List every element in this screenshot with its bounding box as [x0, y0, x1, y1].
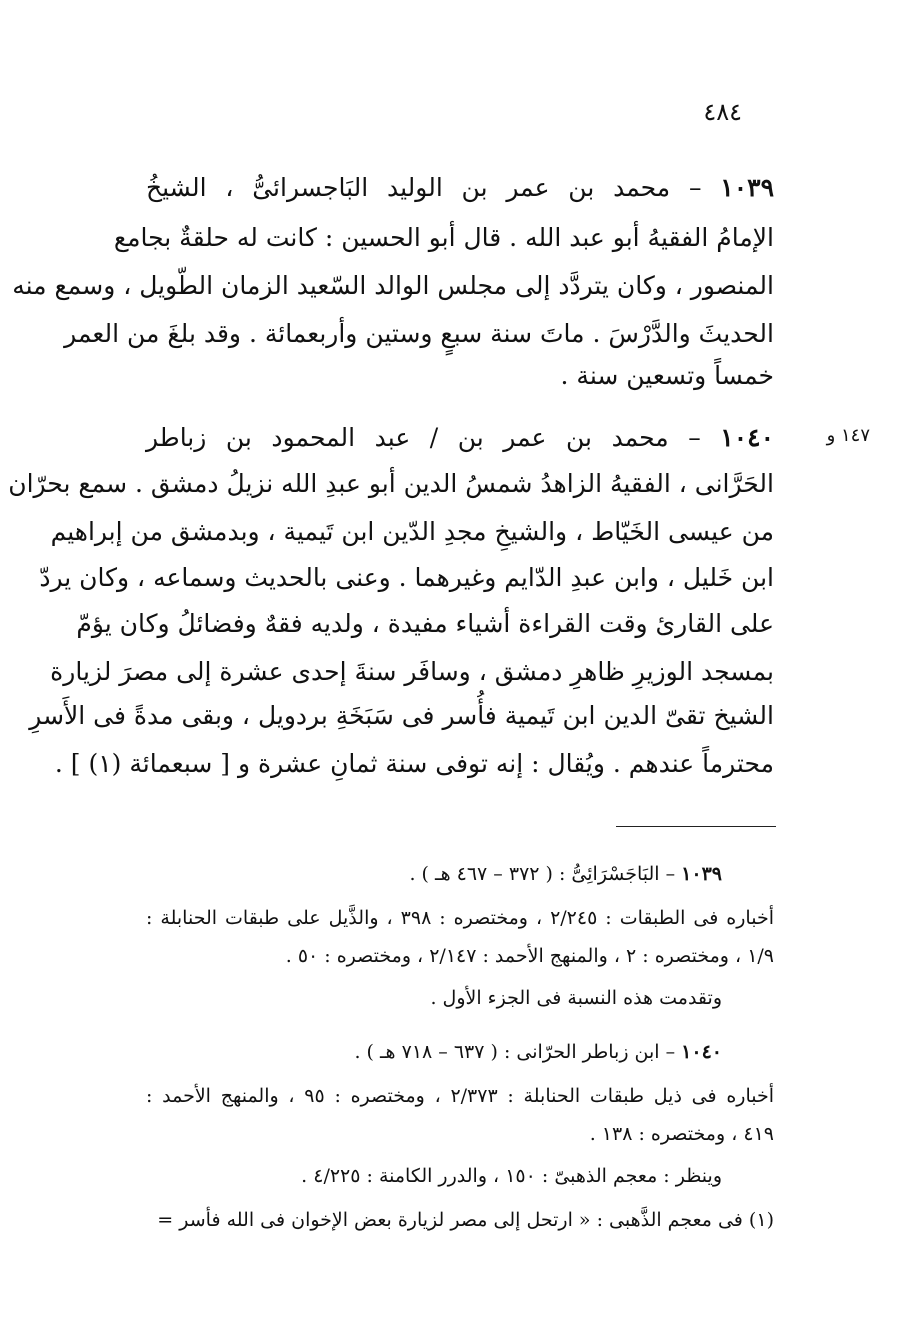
entry-line: خمساً وتسعين سنة .	[560, 361, 774, 390]
entry-line: ابن خَليل ، وابن عبدِ الدّايم وغيرهما . وعنى بالحديث وسماعه ، وكان يردّ	[39, 563, 774, 592]
entry-line: المنصور ، وكان يتردَّد إلى مجلس الوالد السّعيد الزمان الطّويل ، وسمع منه	[12, 271, 774, 300]
footnote-line: أخباره فى الطبقات : ٢/٢٤٥ ، ومختصره : ٣٩٨ ، والذَّيل على طبقات الحنابلة :	[146, 907, 774, 929]
footnote-line: ١/٩ ، ومختصره : ٢ ، والمنهج الأحمد : ٢/١٤٧ ، ومختصره : ٥٠ .	[285, 945, 774, 967]
entry-line: محترماً عندهم . ويُقال : إنه توفى سنة ثمانِ عشرة و [ سبعمائة (١) ] .	[54, 749, 774, 778]
entry-number: ١٠٣٩	[720, 173, 774, 202]
footnote-number: ١٠٤٠	[681, 1041, 722, 1063]
footnote-separator	[616, 826, 776, 827]
footnote-note-1: (١) فى معجم الذَّهبى : « ارتحل إلى مصر لزيارة بعض الإخوان فى الله فأسر =	[157, 1209, 774, 1231]
entry-line: ١٠٤٠ – محمد بن عمر بن / عبد المحمود بن زباطر	[146, 423, 774, 452]
footnote-number: ١٠٣٩	[681, 863, 722, 885]
footnote-heading: ١٠٤٠ – ابن زباطر الحرّانى : ( ٦٣٧ – ٧١٨ هـ ) .	[354, 1041, 722, 1063]
footnote-line: أخباره فى ذيل طبقات الحنابلة : ٢/٣٧٣ ، ومختصره : ٩٥ ، والمنهج الأحمد :	[146, 1085, 774, 1107]
page-number: ٤٨٤	[703, 98, 742, 126]
footnote-line: وينظر : معجم الذهبىّ : ١٥٠ ، والدرر الكامنة : ٤/٢٢٥ .	[301, 1165, 722, 1187]
entry-line: من عيسى الخَيّاط ، والشيخِ مجدِ الدّين ابن تَيمية ، وبدمشق من إبراهيم	[50, 517, 774, 546]
entry-line: ١٠٣٩ – محمد بن عمر بن الوليد البَاجسرائىُّ ، الشيخُ	[146, 173, 774, 202]
footnote-line: وتقدمت هذه النسبة فى الجزء الأول .	[430, 987, 722, 1009]
entry-line: الإمامُ الفقيهُ أبو عبد الله . قال أبو الحسين : كانت له حلقةٌ بجامع	[113, 223, 774, 252]
entry-number: ١٠٤٠	[720, 423, 774, 452]
entry-line: على القارئ وقت القراءة أشياء مفيدة ، ولديه فقهٌ وفضائلُ وكان يؤمّ	[76, 609, 774, 638]
footnote-line: ٤١٩ ، ومختصره : ١٣٨ .	[589, 1123, 774, 1145]
entry-line: بمسجد الوزيرِ ظاهرِ دمشق ، وسافَر سنةَ إحدى عشرة إلى مصرَ لزيارة	[50, 657, 774, 686]
entry-line: الحديثَ والدَّرْسَ . ماتَ سنة سبعٍ وستين وأربعمائة . وقد بلغَ من العمر	[64, 319, 774, 348]
entry-line: الحَرَّانى ، الفقيهُ الزاهدُ شمسُ الدين أبو عبدِ الله نزيلُ دمشق . سمع بحرّان	[8, 469, 774, 498]
entry-line: الشيخ تقىّ الدين ابن تَيمية فأُسر فى سَبَخَةِ بردويل ، وبقى مدةً فى الأَسرِ	[29, 701, 774, 730]
footnote-heading: ١٠٣٩ – البَاجَسْرَائِىُّ : ( ٣٧٢ – ٤٦٧ هـ ) .	[409, 863, 722, 885]
manuscript-folio-note: ١٤٧ و	[826, 425, 870, 446]
